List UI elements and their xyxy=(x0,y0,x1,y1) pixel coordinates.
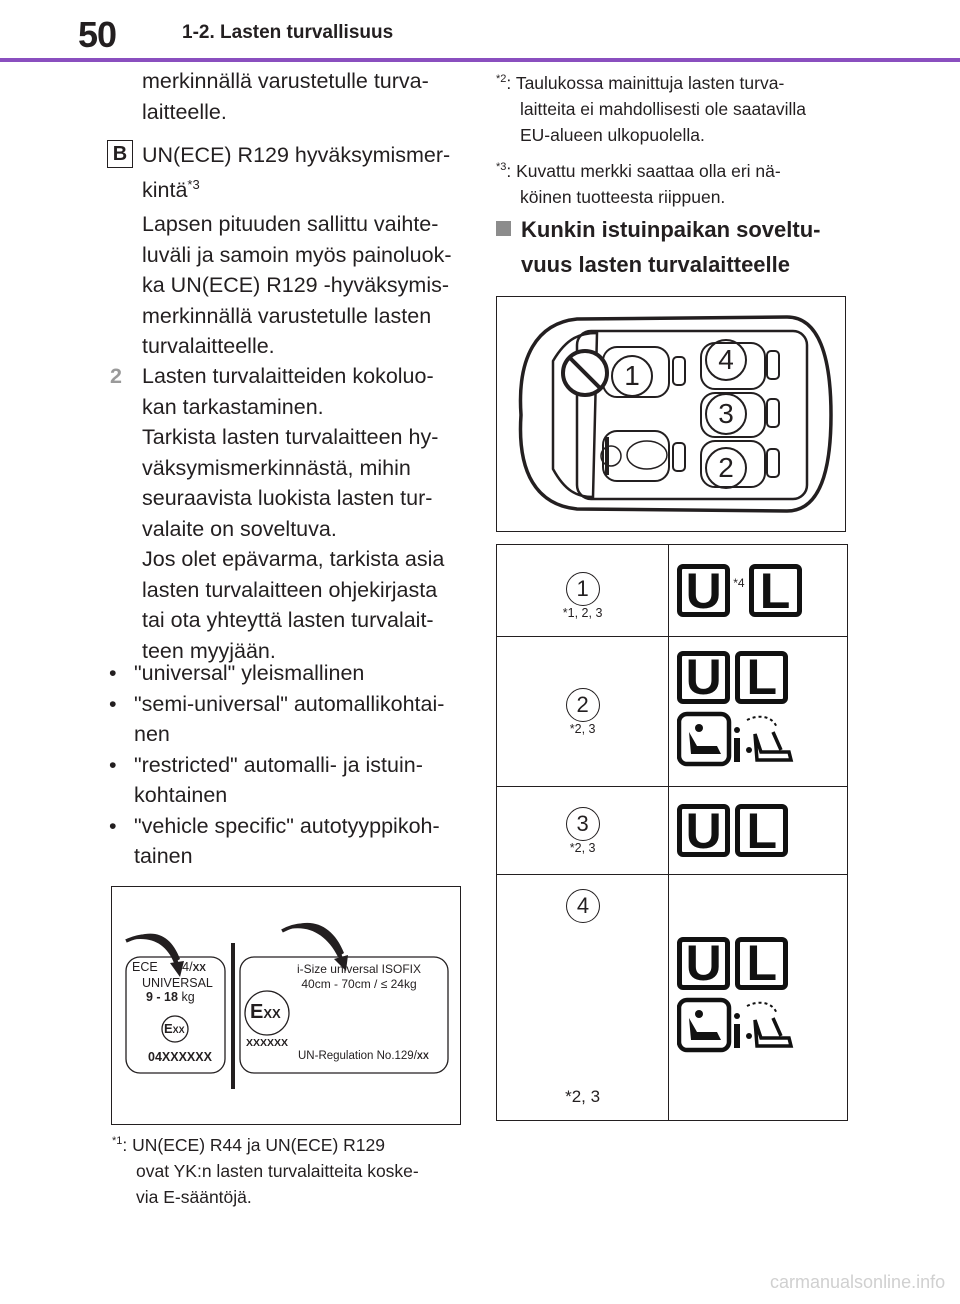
r129-label xyxy=(294,962,424,992)
text-line: väksymismerkinnästä, mihin xyxy=(142,455,411,480)
r44-line3 xyxy=(132,990,224,1004)
table-row xyxy=(497,637,848,787)
footnote-mark: *3 xyxy=(496,161,507,174)
footnote-1 xyxy=(112,1132,472,1210)
section-title: 1-2. Lasten turvallisuus xyxy=(182,22,394,43)
text-line xyxy=(496,158,856,184)
text-line: UN(ECE) R129 hyväksymismer- xyxy=(142,143,451,167)
isofix-icons xyxy=(669,996,847,1059)
step-number: 2 xyxy=(110,364,122,388)
text-line: köinen tuotteesta riippuen. xyxy=(520,187,726,207)
section-heading xyxy=(496,214,856,281)
text-fragment: 9 - 18 xyxy=(146,990,178,1004)
universal-letters xyxy=(669,651,847,704)
text-line: luväli ja samoin myös painoluok- xyxy=(142,242,452,267)
text-fragment: XX xyxy=(263,1006,281,1021)
r129-line2: 40cm - 70cm / ≤ 24kg xyxy=(301,977,417,991)
text-line: seuraavista luokista lasten tur- xyxy=(142,486,433,510)
seat-number-badge: 2 xyxy=(566,688,600,722)
r44-code: 04XXXXXX xyxy=(148,1050,212,1064)
approval-label-svg xyxy=(112,887,460,1124)
seat-note: *2, 3 xyxy=(569,721,596,736)
footnote-ref: *3 xyxy=(187,176,200,192)
isofix-child-seat-icon xyxy=(677,710,801,768)
header-rule xyxy=(0,58,960,62)
seat-cell xyxy=(497,875,669,1121)
seat-note: *2, 3 xyxy=(565,1087,601,1106)
text-line: nen xyxy=(134,722,170,746)
seat-note: *2, 3 xyxy=(569,840,596,855)
footnote-2 xyxy=(496,70,856,148)
label-b-description xyxy=(142,140,472,362)
universal-u-icon: U xyxy=(677,564,730,617)
universal-u-icon: U xyxy=(677,937,730,990)
r44-emblem xyxy=(164,1021,185,1036)
r44-label xyxy=(132,960,224,1004)
text-fragment: E xyxy=(164,1021,173,1036)
text-line: EU-alueen ulkopuolella. xyxy=(520,125,705,145)
approval-label-figure xyxy=(111,886,461,1125)
universal-letters xyxy=(669,804,847,857)
text-line: • "universal" yleismallinen xyxy=(134,661,365,685)
universal-l-icon: L xyxy=(735,651,788,704)
text-line: turvalaitteelle. xyxy=(142,334,275,358)
seat-number-3: 3 xyxy=(705,393,747,435)
text-line xyxy=(112,1132,472,1158)
paragraph-continuation xyxy=(142,66,472,127)
footnote-mark: *1 xyxy=(112,1135,123,1148)
text-line: ka UN(ECE) R129 -hyväksymis- xyxy=(142,273,450,297)
r44-line1 xyxy=(132,960,224,976)
list-item xyxy=(104,658,474,689)
seat-suitability-table xyxy=(496,544,848,1121)
heading-square-icon xyxy=(496,221,511,236)
text-line xyxy=(142,175,472,206)
text-fragment: UN-Regulation No.129/ xyxy=(298,1050,417,1062)
text-fragment: Kunkin istuinpaikan soveltu- xyxy=(521,217,821,242)
universal-u-icon: U xyxy=(677,804,730,857)
text-line: tai ota yhteyttä lasten turvalait- xyxy=(142,608,434,632)
letters-note: *4 xyxy=(733,576,745,590)
isofix-icons xyxy=(669,710,847,773)
universal-l-icon: L xyxy=(735,937,788,990)
text-line: tainen xyxy=(134,844,193,868)
text-line: merkinnällä varustetulle turva- xyxy=(142,69,429,93)
text-line: kan tarkastaminen. xyxy=(142,394,324,419)
category-list xyxy=(104,658,474,872)
label-b-box: B xyxy=(107,140,133,168)
list-item xyxy=(104,750,474,811)
text-line: laitteita ei mahdollisesti ole saatavilla xyxy=(520,99,806,119)
car-topview-svg xyxy=(497,297,845,531)
text-line: • "restricted" automalli- ja istuin- xyxy=(134,752,423,777)
table-row xyxy=(497,545,848,637)
text-line: Lasten turvalaitteiden kokoluo- xyxy=(142,364,434,388)
step-2-text xyxy=(142,361,472,666)
text-fragment: E xyxy=(250,1001,264,1023)
footer-watermark: carmanualsonline.info xyxy=(770,1272,946,1292)
text-line: vuus lasten turvalaitteelle xyxy=(521,252,790,277)
r44-line2: UNIVERSAL xyxy=(142,976,213,990)
seat-diagram xyxy=(496,296,846,532)
text-line: valaite on soveltuva. xyxy=(142,516,337,541)
text-line xyxy=(496,214,856,246)
text-line: • "vehicle specific" autotyyppikoh- xyxy=(134,813,440,838)
seat-number-1: 1 xyxy=(611,355,653,397)
text-fragment: XX xyxy=(192,963,206,974)
text-line: via E-sääntöjä. xyxy=(136,1187,252,1207)
text-line: Jos olet epävarma, tarkista asia xyxy=(142,547,445,571)
text-line: teen myyjään. xyxy=(142,638,276,663)
text-line: merkinnällä varustetulle lasten xyxy=(142,303,432,328)
table-row xyxy=(497,875,848,1121)
text-fragment: XX xyxy=(172,1025,185,1035)
text-fragment: 44/ xyxy=(175,960,193,974)
r129-code: XXXXXX xyxy=(246,1037,289,1049)
text-fragment: : Kuvattu merkki saattaa olla eri nä- xyxy=(506,161,781,181)
text-fragment: : Taulukossa mainittuja lasten turva- xyxy=(506,73,785,93)
text-line: Lapsen pituuden sallittu vaihte- xyxy=(142,212,439,236)
table-row xyxy=(497,787,848,875)
list-item xyxy=(104,811,474,872)
seat-number-badge: 1 xyxy=(566,572,600,606)
text-line: ovat YK:n lasten turvalaitteita koske- xyxy=(136,1161,419,1181)
text-line xyxy=(496,70,856,96)
text-fragment: kintä xyxy=(142,177,188,202)
text-fragment: ECE xyxy=(132,960,158,974)
suitability-cell xyxy=(669,875,848,1121)
text-line: laitteelle. xyxy=(142,99,227,124)
r129-line1: i-Size universal ISOFIX xyxy=(296,962,422,976)
text-line: lasten turvalaitteen ohjekirjasta xyxy=(142,577,438,602)
text-fragment: kg xyxy=(181,990,195,1004)
seat-number-badge: 4 xyxy=(566,889,600,923)
seat-number-2: 2 xyxy=(705,447,747,489)
seat-cell xyxy=(497,787,669,875)
text-line: kohtainen xyxy=(134,783,228,807)
r129-regulation xyxy=(298,1050,429,1062)
suitability-cell xyxy=(669,787,848,875)
r129-emblem xyxy=(250,1001,281,1024)
universal-l-icon: L xyxy=(735,804,788,857)
text-fragment: : UN(ECE) R44 ja UN(ECE) R129 xyxy=(122,1135,385,1155)
seat-cell xyxy=(497,637,669,787)
footnote-3 xyxy=(496,158,856,210)
text-line: • "semi-universal" automallikohtai- xyxy=(134,691,445,716)
universal-l-icon: L xyxy=(749,564,802,617)
footnote-mark: *2 xyxy=(496,73,507,86)
list-item xyxy=(104,689,474,750)
seat-note: *1, 2, 3 xyxy=(562,605,603,620)
universal-u-icon: U xyxy=(677,651,730,704)
isofix-child-seat-icon xyxy=(677,996,801,1054)
suitability-cell xyxy=(669,545,848,637)
seat-cell xyxy=(497,545,669,637)
page-number: 50 xyxy=(78,14,117,55)
seat-number-4: 4 xyxy=(705,339,747,381)
universal-letters xyxy=(669,564,847,617)
seat-number-badge: 3 xyxy=(566,807,600,841)
text-line: Tarkista lasten turvalaitteen hy- xyxy=(142,425,439,449)
universal-letters xyxy=(669,937,847,990)
text-fragment: XX xyxy=(416,1051,429,1061)
suitability-cell xyxy=(669,637,848,787)
